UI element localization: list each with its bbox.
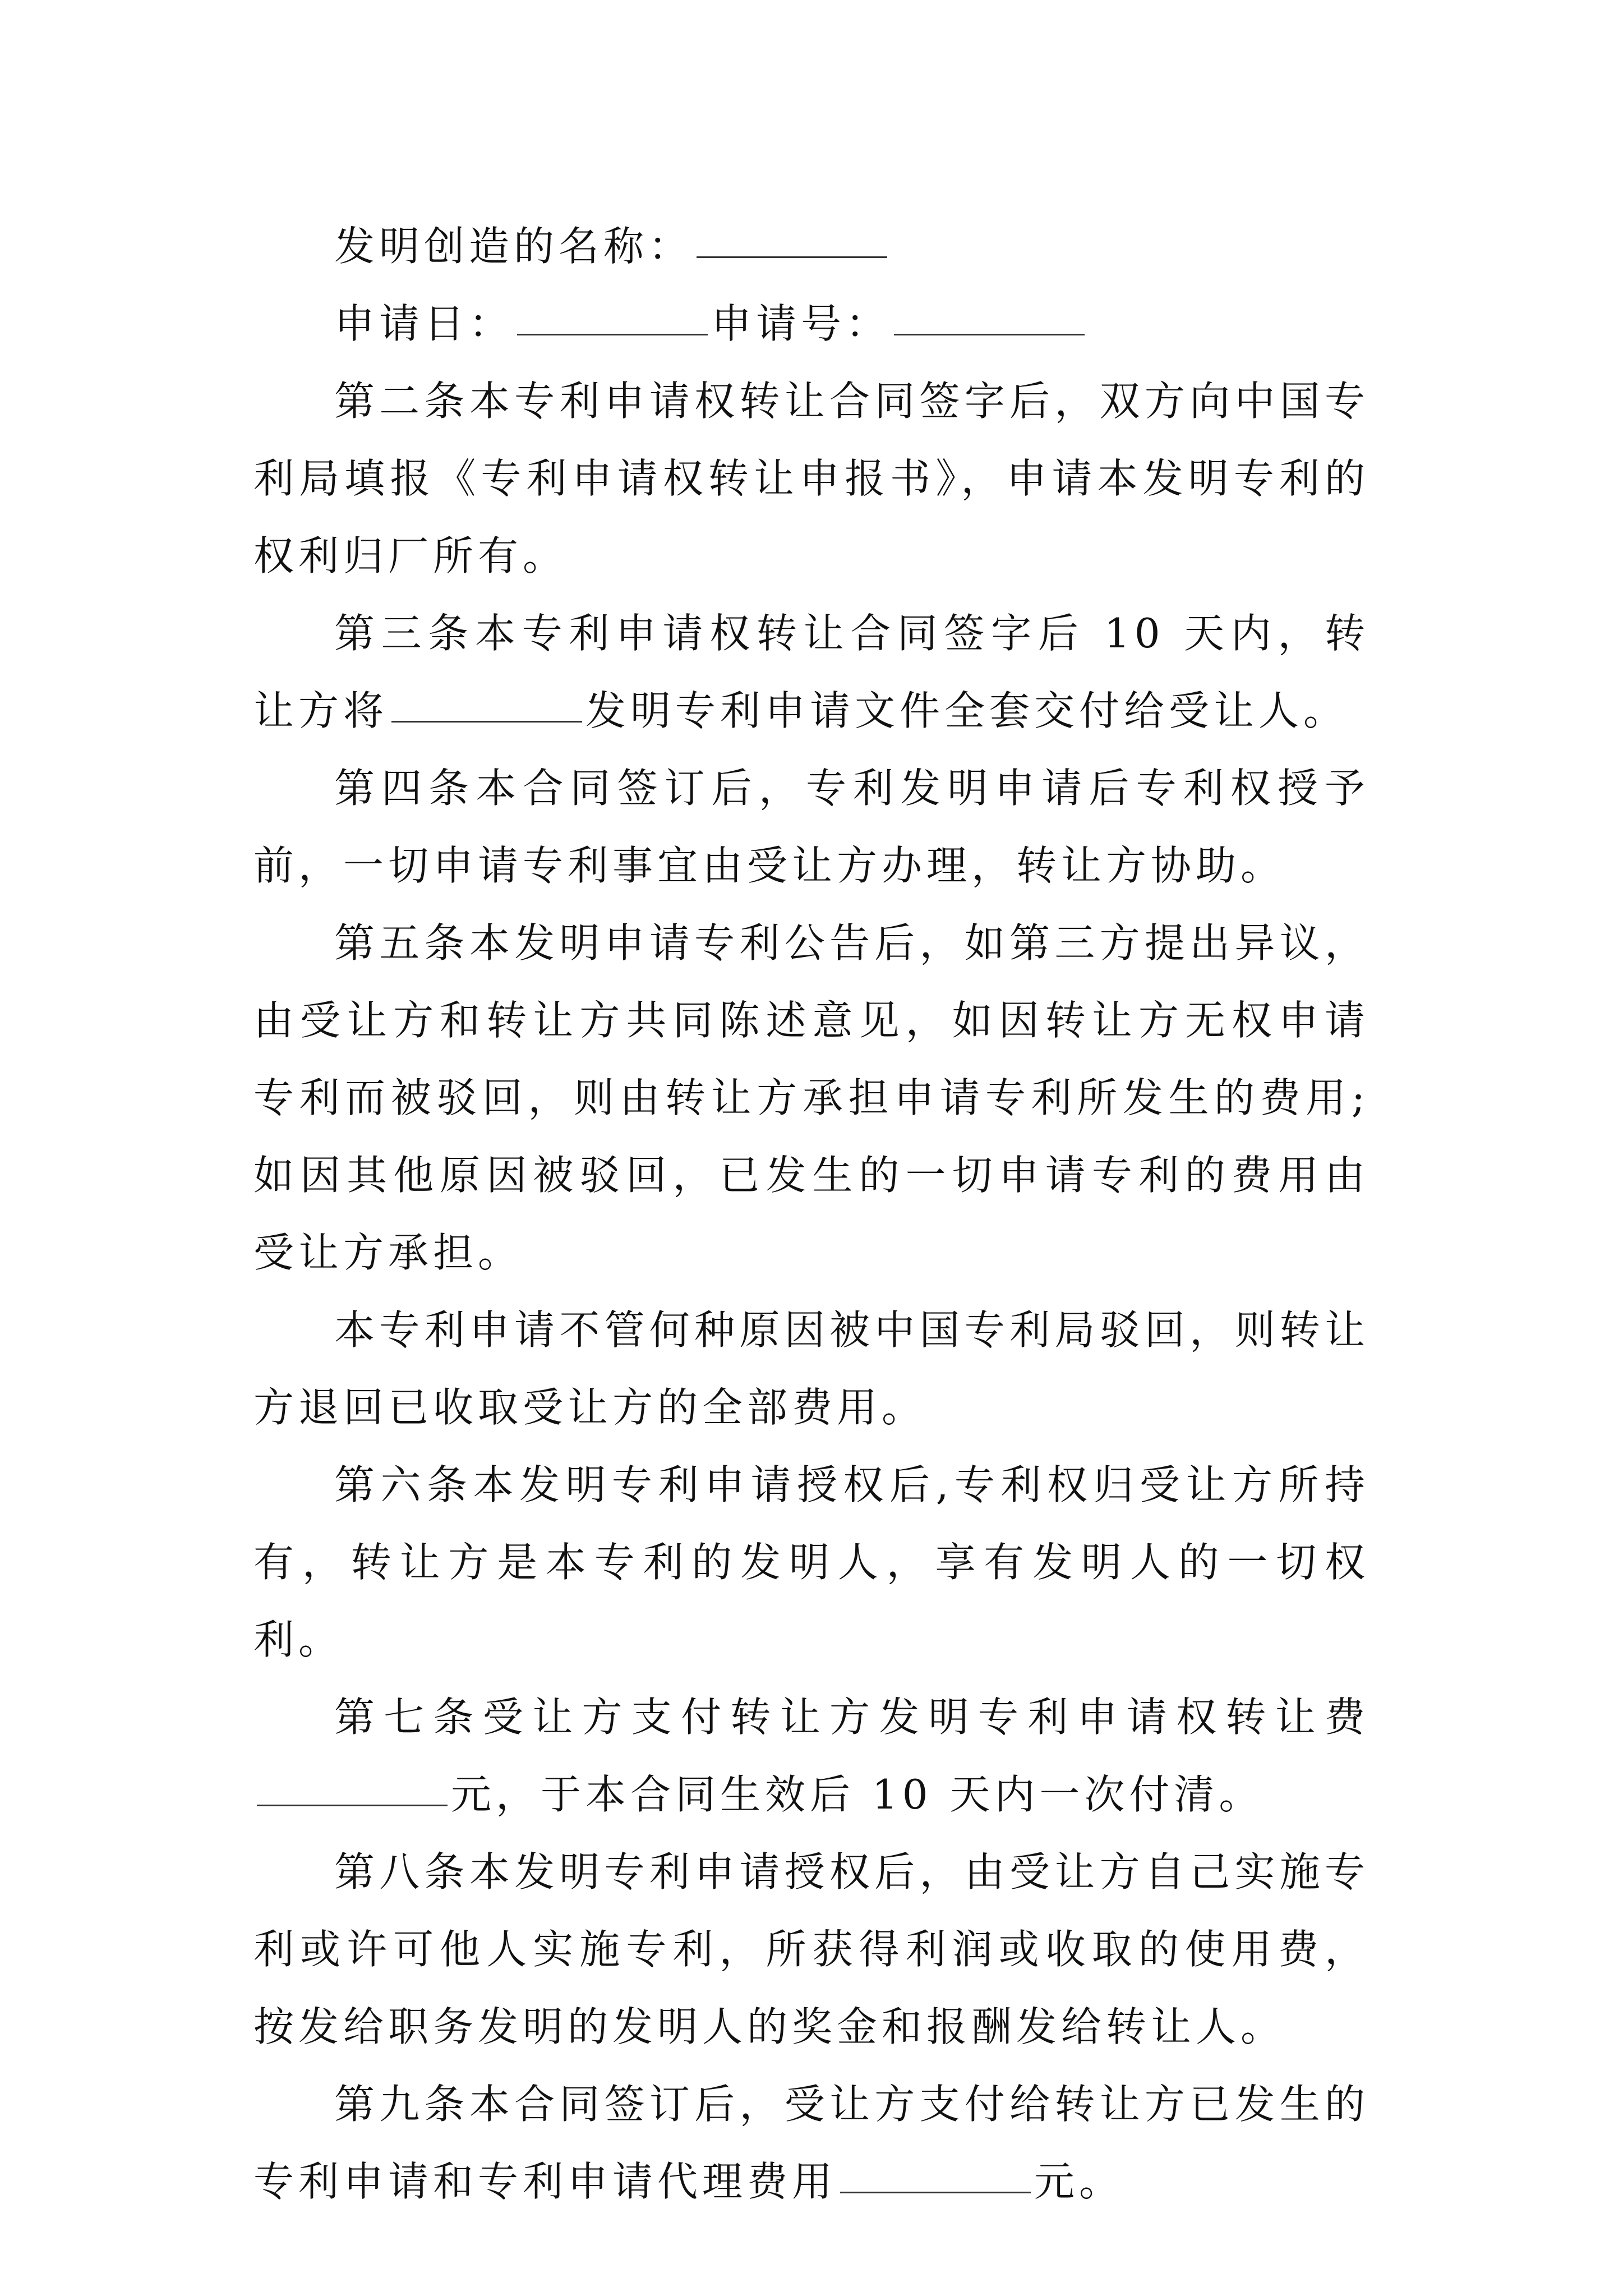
article-3-part-b: 发明专利申请文件全套交付给受让人。 [585, 687, 1349, 734]
invention-name-label: 发明创造的名称： [334, 223, 694, 270]
article-3-part-a: 第三条本专利申请权转让合同签字后 10 天内，转让方将 [253, 610, 1370, 734]
application-number-label: 申请号： [711, 300, 891, 347]
article-7 [253, 1678, 1370, 1833]
article-9 [253, 2065, 1370, 2220]
contract-text [253, 208, 1370, 2220]
article-2: 第二条本专利申请权转让合同签字后，双方向中国专利局填报《专利申请权转让申报书》，申请本发明专利的权利归厂所有。 [253, 378, 1370, 579]
article-3-blank [391, 720, 582, 723]
article-4: 第四条本合同签订后，专利发明申请后专利权授予前，一切申请专利事宜由受让方办理，转让方协助。 [253, 765, 1370, 889]
article-3 [253, 595, 1370, 749]
article-5: 第五条本发明申请专利公告后，如第三方提出异议，由受让方和转让方共同陈述意见，如因转让方无权申请专利而被驳回，则由转让方承担申请专利所发生的费用;如因其他原因被驳回，已发生的一切申请专利的费用由受让方承担。 [253, 919, 1370, 1276]
article-9-part-a: 第九条本合同签订后，受让方支付给转让方已发生的专利申请和专利申请代理费用 [253, 2081, 1370, 2205]
invention-name-blank [697, 256, 887, 258]
application-date-blank [517, 333, 708, 335]
article-6: 第六条本发明专利申请授权后,专利权归受让方所持有，转让方是本专利的发明人，享有发明人的一切权利。 [253, 1461, 1370, 1663]
article-7-part-b: 元，于本合同生效后 10 天内一次付清。 [451, 1771, 1264, 1818]
application-info-line [253, 285, 1370, 362]
article-8: 第八条本发明专利申请授权后，由受让方自己实施专利或许可他人实施专利，所获得利润或收取的使用费，按发给职务发明的发明人的奖金和报酬发给转让人。 [253, 1848, 1370, 2050]
application-date-label: 申请日： [334, 300, 514, 347]
article-9-blank [840, 2191, 1031, 2193]
article-7-blank [257, 1804, 448, 1806]
article-7-part-a: 第七条受让方支付转让方发明专利申请权转让费 [334, 1694, 1370, 1741]
article-9-part-b: 元。 [1034, 2158, 1124, 2205]
application-number-blank [894, 333, 1085, 335]
article-5-extra: 本专利申请不管何种原因被中国专利局驳回，则转让方退回已收取受让方的全部费用。 [253, 1306, 1370, 1431]
invention-name-line [253, 208, 1370, 285]
